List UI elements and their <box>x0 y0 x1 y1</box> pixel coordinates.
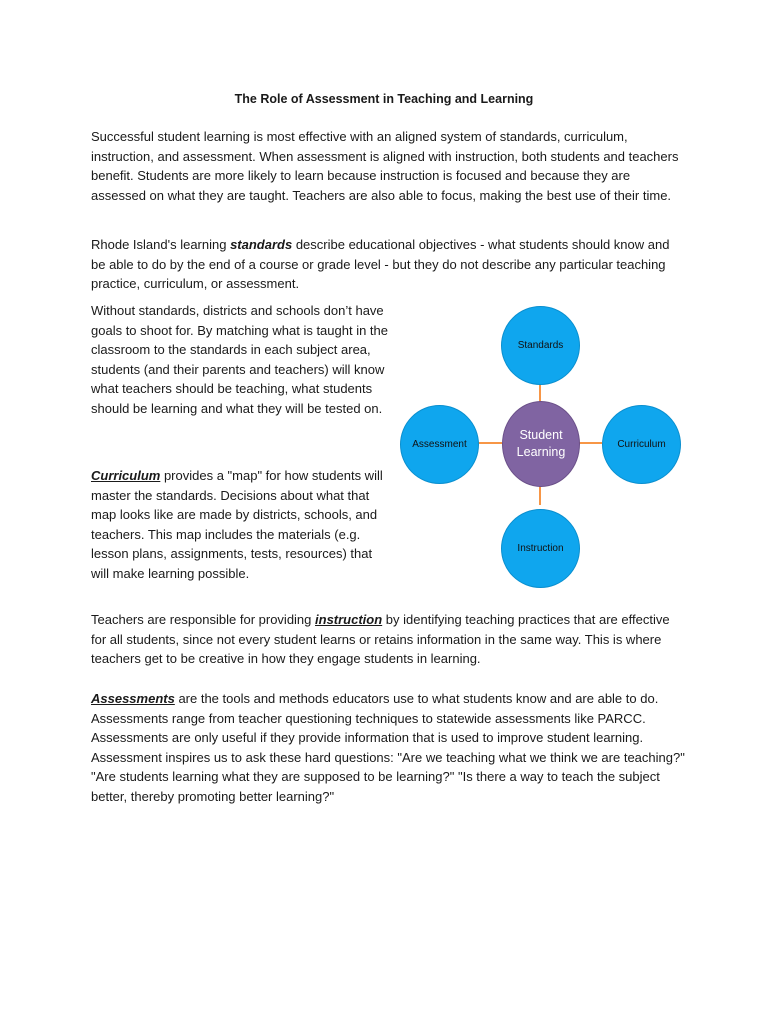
connector-top <box>539 383 541 402</box>
connector-right <box>578 442 602 444</box>
intro-paragraph: Successful student learning is most effective with an aligned system of standards, curriculum, instruction, and assessment. When assessment is aligned with instruction, both students and teachers benefit. Students are more likely to learn because instruction is focused and because they are assessed on what they are taught. Teachers are also able to focus, making the best use of their time. <box>91 129 679 203</box>
node-student-learning <box>502 401 580 487</box>
node-instruction-label: Instruction <box>517 543 564 554</box>
instruction-text-after: by identifying teaching practices that are effective for all students, since not every student learns or retains information in the same way. This is where teachers get to be creative in how they engage students in learning. <box>91 612 670 666</box>
node-curriculum-label: Curriculum <box>617 439 666 450</box>
instruction-keyword: instruction <box>315 612 383 627</box>
node-standards-label: Standards <box>517 340 564 351</box>
instruction-text-before: Teachers are responsible for providing <box>91 612 316 627</box>
connector-left <box>478 442 502 444</box>
standards-text-after: describe educational objectives - what students should know and be able to do by the end of a course or grade level - but they do not describe any particular teaching practice, curriculum, or assessment. <box>91 237 670 291</box>
node-curriculum <box>602 405 681 484</box>
assessments-text: are the tools and methods educators use to what students know and are able to do. Assessments range from teacher questioning techniques to statewide assessments like PARCC. Assessments are only useful if they provide information that is used to improve student learning. Assessment inspires us to ask these hard questions: "Are we teaching what we think we are teaching?" "Are students learning what they are supposed to be learning?" "Is there a way to teach the subject better, thereby promoting better learning?" <box>91 691 685 804</box>
curriculum-paragraph <box>91 466 391 583</box>
assessments-keyword: Assessments <box>91 691 175 706</box>
curriculum-keyword: Curriculum <box>91 468 161 483</box>
node-standards <box>501 306 580 385</box>
standards-text-before: Rhode Island's learning <box>91 237 231 252</box>
connector-bottom <box>539 486 541 505</box>
assessments-paragraph <box>91 689 687 806</box>
standards-continuation-paragraph: Without standards, districts and schools don’t have goals to shoot for. By matching what is taught in the classroom to the standards in each subject area, students (and their parents and teachers) will know what teachers should be teaching, what students should be learning and what they will be tested on. <box>91 303 389 416</box>
node-assessment <box>400 405 479 484</box>
student-learning-diagram <box>400 306 680 588</box>
node-center-line2: Learning <box>516 445 566 459</box>
document-title: The Role of Assessment in Teaching and Learning <box>234 92 534 106</box>
node-instruction <box>501 509 580 588</box>
standards-keyword: standards <box>230 237 293 252</box>
node-assessment-label: Assessment <box>412 439 467 450</box>
node-center-line1: Student <box>519 428 563 442</box>
instruction-paragraph <box>91 610 687 669</box>
curriculum-text: provides a "map" for how students will master the standards. Decisions about what that map looks like are made by districts, schools, and teachers. This map includes the materials (e.g. lesson plans, assignments, tests, resources) that will make learning possible. <box>91 468 383 581</box>
standards-paragraph <box>91 235 687 294</box>
